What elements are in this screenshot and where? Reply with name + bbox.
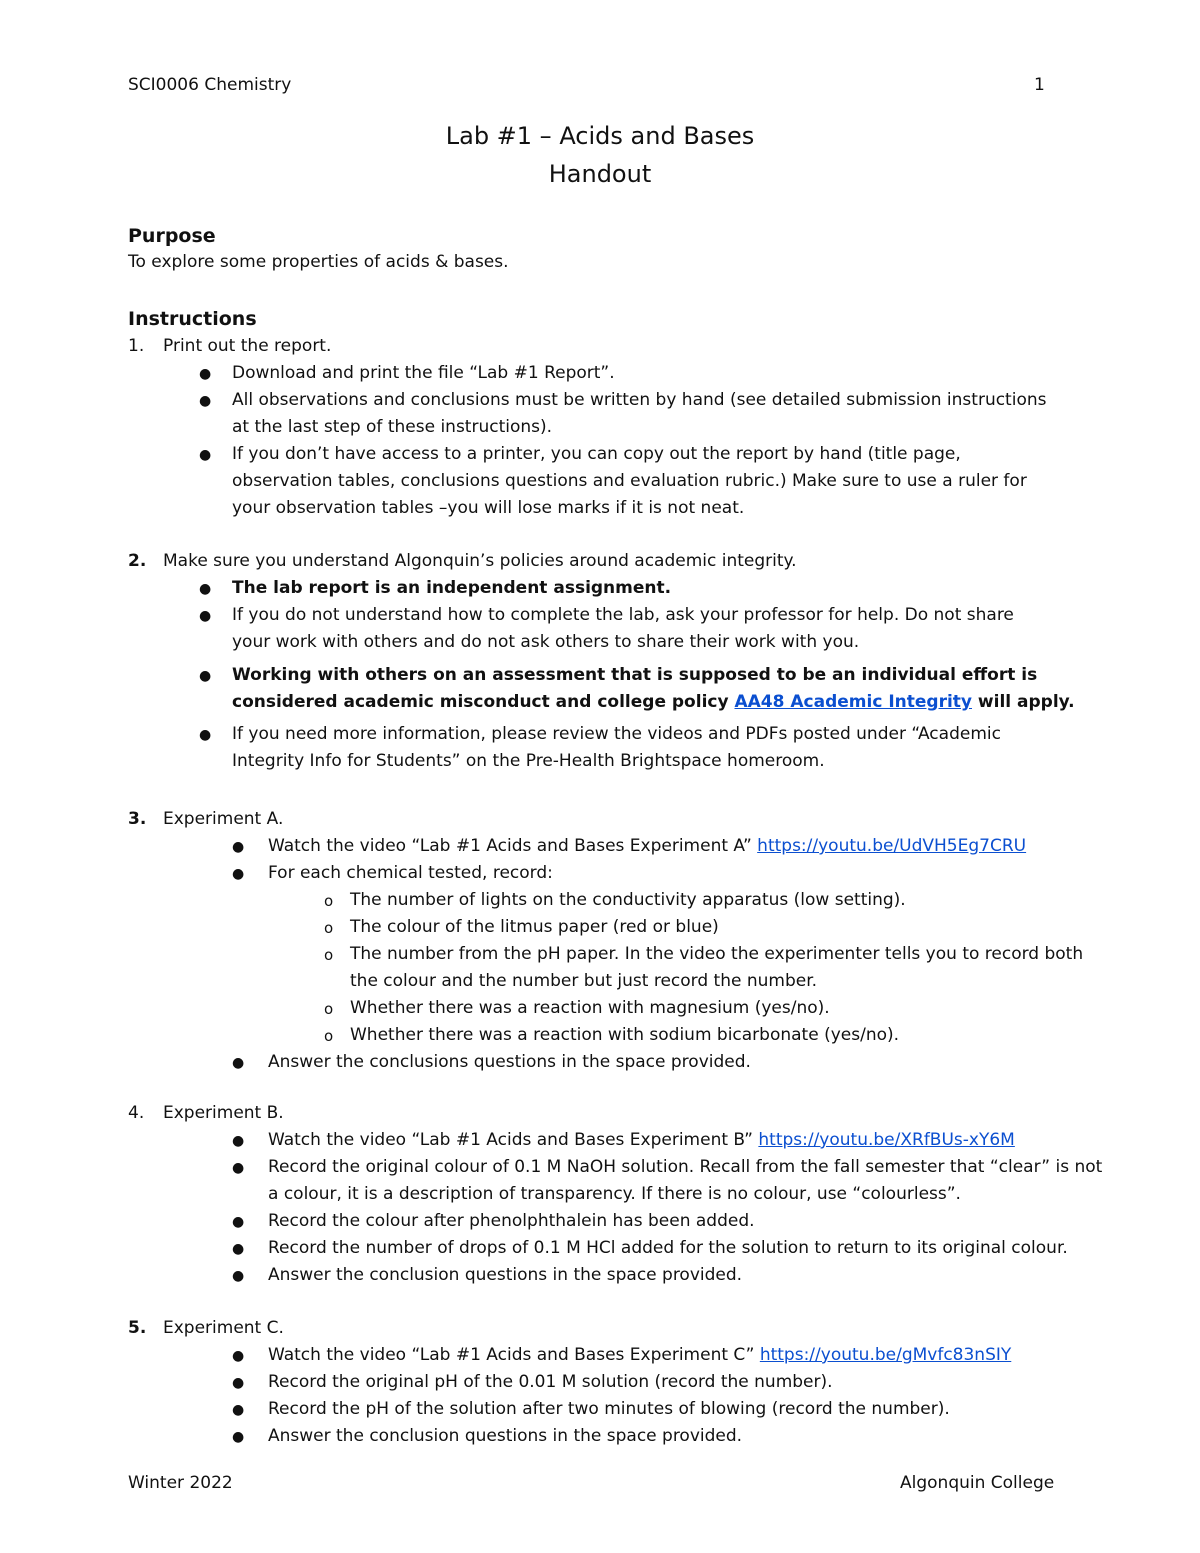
- sub-bullet-icon: o: [324, 1000, 334, 1018]
- list-item: The lab report is an independent assignment.: [232, 578, 672, 598]
- purpose-heading: Purpose: [128, 225, 216, 247]
- header-course: SCI0006 Chemistry: [128, 75, 292, 95]
- step-text: Experiment B.: [163, 1103, 284, 1123]
- footer-term: Winter 2022: [128, 1473, 233, 1493]
- sub-bullet-icon: o: [324, 892, 334, 910]
- bullet-icon: ●: [232, 1402, 245, 1418]
- header-page-number: 1: [1034, 75, 1045, 95]
- step-text: Experiment C.: [163, 1318, 284, 1338]
- list-item: Record the number of drops of 0.1 M HCl added for the solution to return to its original colour.: [268, 1238, 1068, 1258]
- list-item: For each chemical tested, record:: [268, 863, 553, 883]
- document-subtitle: Handout: [548, 160, 652, 188]
- video-link-experiment-c[interactable]: https://youtu.be/gMvfc83nSIY: [759, 1345, 1012, 1365]
- list-item-continuation: a colour, it is a description of transparency. If there is no colour, use “colourless”.: [268, 1184, 961, 1204]
- step-number: 1.: [128, 336, 145, 356]
- list-item-continuation: at the last step of these instructions).: [232, 417, 553, 437]
- sub-list-item: The number of lights on the conductivity apparatus (low setting).: [350, 890, 906, 910]
- video-link-experiment-a[interactable]: https://youtu.be/UdVH5Eg7CRU: [757, 836, 1027, 856]
- bullet-icon: ●: [232, 1268, 245, 1284]
- instructions-heading: Instructions: [128, 308, 257, 330]
- bullet-icon: ●: [232, 1241, 245, 1257]
- video-link-experiment-b[interactable]: https://youtu.be/XRfBUs-xY6M: [758, 1130, 1015, 1150]
- list-item: If you don’t have access to a printer, you can copy out the report by hand (title page,: [232, 444, 961, 464]
- list-item: Record the pH of the solution after two minutes of blowing (record the number).: [268, 1399, 950, 1419]
- list-item: Record the original pH of the 0.01 M solution (record the number).: [268, 1372, 833, 1392]
- bullet-icon: ●: [232, 1133, 245, 1149]
- step-number: 4.: [128, 1103, 145, 1123]
- list-item: If you do not understand how to complete the lab, ask your professor for help. Do not share: [232, 605, 1014, 625]
- step-text: Experiment A.: [163, 809, 284, 829]
- list-item: Working with others on an assessment that is supposed to be an individual effort is: [232, 665, 1038, 685]
- sub-bullet-icon: o: [324, 946, 334, 964]
- sub-bullet-icon: o: [324, 919, 334, 937]
- bullet-icon: ●: [199, 727, 212, 743]
- list-item: If you need more information, please review the videos and PDFs posted under “Academic: [232, 724, 1001, 744]
- list-item: Record the colour after phenolphthalein has been added.: [268, 1211, 755, 1231]
- list-item-text: considered academic misconduct and college policy: [232, 692, 735, 712]
- aa48-policy-link[interactable]: AA48 Academic Integrity: [734, 692, 972, 712]
- bullet-icon: ●: [232, 839, 245, 855]
- list-item-continuation: observation tables, conclusions questions and evaluation rubric.) Make sure to use a ruler for: [232, 471, 1027, 491]
- list-item: Answer the conclusion questions in the space provided.: [268, 1265, 743, 1285]
- list-item-continuation: Integrity Info for Students” on the Pre-Health Brightspace homeroom.: [232, 751, 825, 771]
- document-title: Lab #1 – Acids and Bases: [445, 122, 755, 150]
- sub-list-item-continuation: the colour and the number but just record the number.: [350, 971, 818, 991]
- step-text: Print out the report.: [163, 336, 332, 356]
- bullet-icon: ●: [199, 393, 212, 409]
- sub-list-item: Whether there was a reaction with sodium bicarbonate (yes/no).: [350, 1025, 900, 1045]
- list-item: [268, 836, 1026, 856]
- list-item: Answer the conclusions questions in the space provided.: [268, 1052, 751, 1072]
- bullet-icon: ●: [232, 1348, 245, 1364]
- bullet-icon: ●: [199, 581, 212, 597]
- bullet-icon: ●: [199, 447, 212, 463]
- list-item-continuation: your observation tables –you will lose marks if it is not neat.: [232, 498, 745, 518]
- list-item: Record the original colour of 0.1 M NaOH solution. Recall from the fall semester that “clear” is not: [268, 1157, 1103, 1177]
- list-item-text: Watch the video “Lab #1 Acids and Bases Experiment C”: [268, 1345, 760, 1365]
- step-number: 3.: [128, 809, 147, 829]
- list-item-continuation: your work with others and do not ask others to share their work with you.: [232, 632, 860, 652]
- list-item-text: Watch the video “Lab #1 Acids and Bases Experiment B”: [268, 1130, 759, 1150]
- list-item: [268, 1130, 1015, 1150]
- sub-list-item: The number from the pH paper. In the video the experimenter tells you to record both: [350, 944, 1084, 964]
- bullet-icon: ●: [199, 668, 212, 684]
- bullet-icon: ●: [199, 608, 212, 624]
- list-item-text: Watch the video “Lab #1 Acids and Bases Experiment A”: [268, 836, 758, 856]
- step-number: 5.: [128, 1318, 147, 1338]
- bullet-icon: ●: [232, 1160, 245, 1176]
- bullet-icon: ●: [232, 1214, 245, 1230]
- bullet-icon: ●: [232, 1375, 245, 1391]
- purpose-text: To explore some properties of acids & bases.: [128, 252, 509, 272]
- bullet-icon: ●: [199, 366, 212, 382]
- step-number: 2.: [128, 551, 147, 571]
- list-item: Answer the conclusion questions in the space provided.: [268, 1426, 743, 1446]
- list-item: Download and print the file “Lab #1 Report”.: [232, 363, 615, 383]
- bullet-icon: ●: [232, 1055, 245, 1071]
- bullet-icon: ●: [232, 866, 245, 882]
- sub-list-item: The colour of the litmus paper (red or blue): [350, 917, 719, 937]
- list-item: [268, 1345, 1011, 1365]
- sub-list-item: Whether there was a reaction with magnesium (yes/no).: [350, 998, 830, 1018]
- list-item-continuation: [232, 692, 1075, 712]
- footer-institution: Algonquin College: [900, 1473, 1055, 1493]
- sub-bullet-icon: o: [324, 1027, 334, 1045]
- step-text: Make sure you understand Algonquin’s policies around academic integrity.: [163, 551, 797, 571]
- list-item-text: will apply.: [972, 692, 1075, 712]
- bullet-icon: ●: [232, 1429, 245, 1445]
- list-item: All observations and conclusions must be written by hand (see detailed submission instructions: [232, 390, 1047, 410]
